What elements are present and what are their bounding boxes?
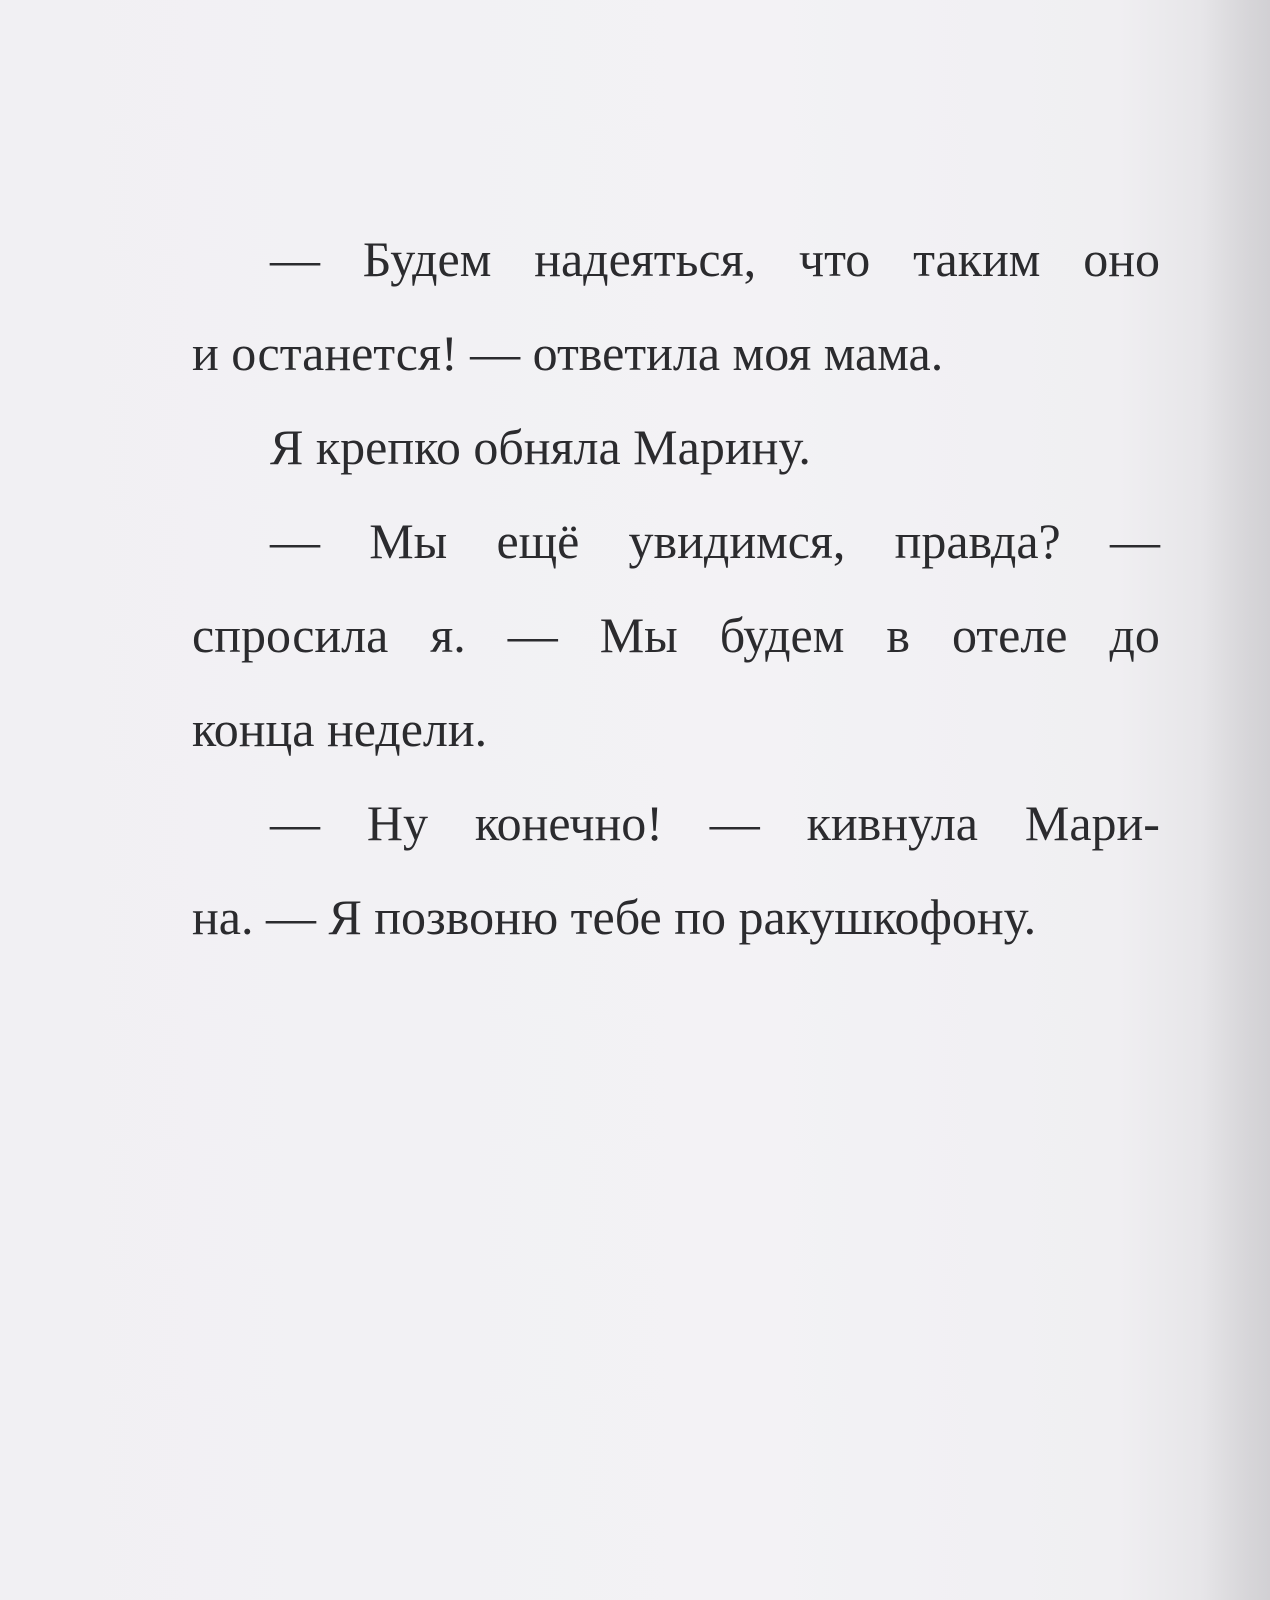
- word: спросила: [192, 607, 389, 663]
- word: —: [270, 795, 320, 851]
- word: в: [886, 607, 910, 663]
- paragraph-4-line-2: на. — Я позвоню тебе по ракушкофону.: [192, 889, 1037, 945]
- word: конечно!: [474, 795, 663, 851]
- page-edge-shadow: [1200, 0, 1270, 1600]
- word: Будем: [362, 231, 492, 287]
- paragraph-1-line-2: и останется! — ответила моя мама.: [192, 325, 944, 381]
- word: до: [1109, 607, 1160, 663]
- word: —: [270, 231, 320, 287]
- word: правда?: [894, 513, 1061, 569]
- word: таким: [913, 231, 1041, 287]
- word: Мы: [369, 513, 448, 569]
- word: отеле: [951, 607, 1068, 663]
- word: я.: [430, 607, 466, 663]
- word: будем: [719, 607, 845, 663]
- word: —: [709, 795, 760, 851]
- word: увидимся,: [628, 513, 846, 569]
- paragraph-3-line-2: [192, 588, 1160, 682]
- word: кивнула: [806, 795, 978, 851]
- word: —: [1109, 513, 1160, 569]
- word: Мари-: [1024, 795, 1160, 851]
- paragraph-3-line-3: конца недели.: [192, 701, 488, 757]
- word: оно: [1083, 231, 1160, 287]
- paragraph-4-line-1: [192, 776, 1160, 870]
- page-text: [192, 212, 1160, 964]
- word: надеяться,: [534, 231, 757, 287]
- word: что: [798, 231, 871, 287]
- word: —: [507, 607, 558, 663]
- word: ещё: [496, 513, 580, 569]
- word: —: [270, 513, 320, 569]
- paragraph-3-line-1: [192, 494, 1160, 588]
- paragraph-1-line-1: [192, 212, 1160, 306]
- paragraph-2-line-1: Я крепко обняла Марину.: [270, 419, 811, 475]
- word: Ну: [366, 795, 428, 851]
- word: Мы: [599, 607, 678, 663]
